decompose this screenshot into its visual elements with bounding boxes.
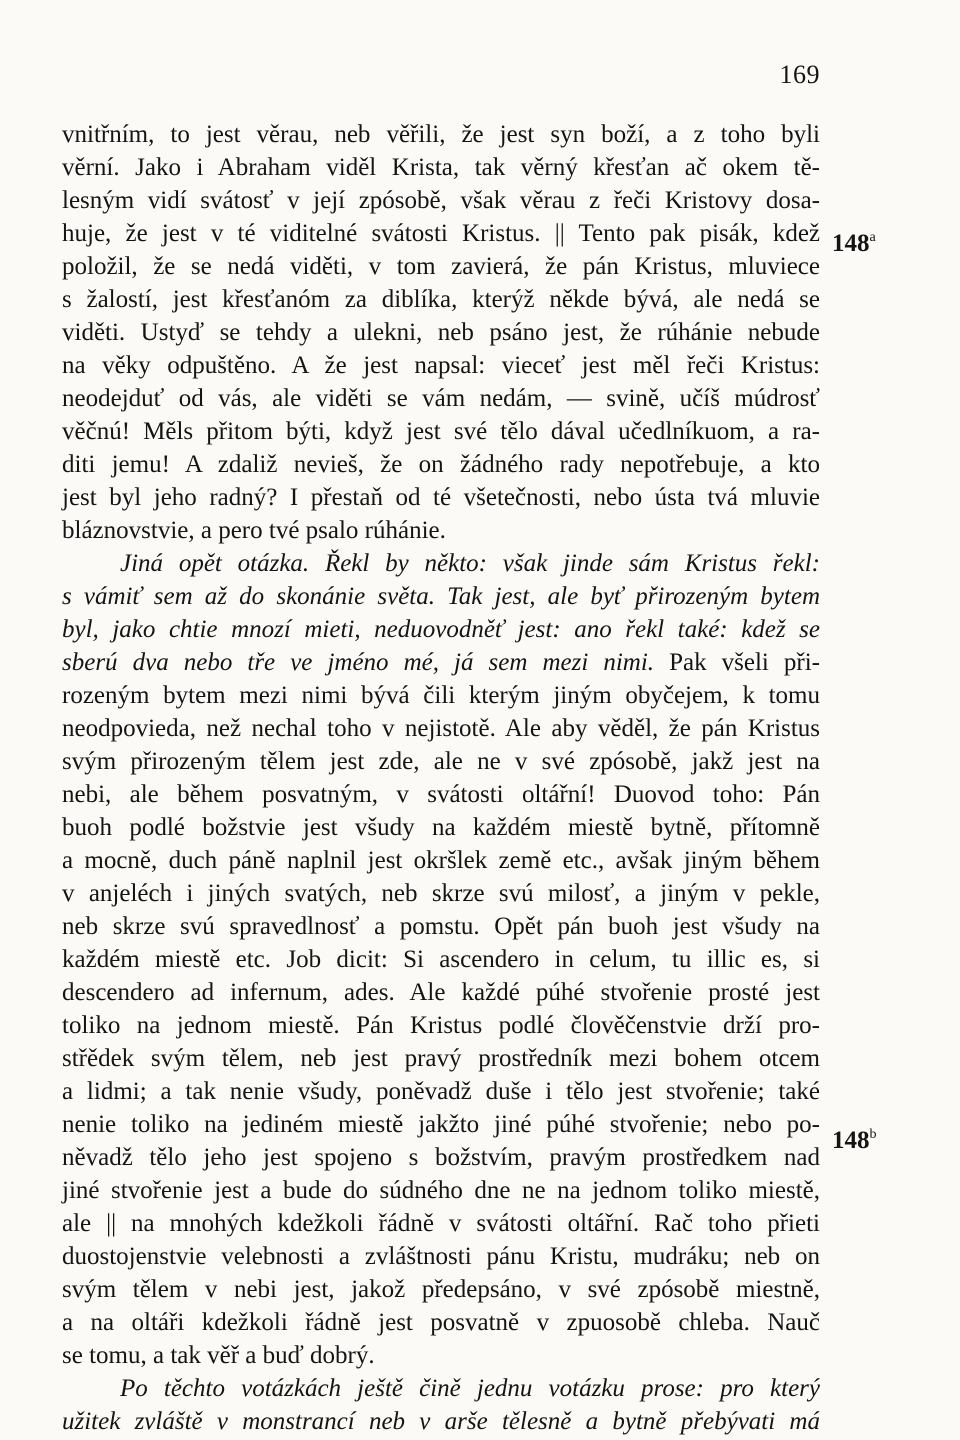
text-line: lesným vidí svátosť v její zpósobě, však věrau z řeči Kristovy dosa- (62, 187, 820, 214)
text-line: neb skrze svú spravedlnosť a pomstu. Opět pán buoh jest všudy na (62, 913, 820, 940)
text-line: s žalostí, jest křesťanóm za diblíka, kterýž někde bývá, ale nedá se (62, 286, 820, 313)
text-line: jiné stvořenie jest a bude do súdného dne ne na jednom toliko miestě, (62, 1177, 820, 1204)
text-line: neodejduť od vás, ale viděti se vám nedám, — svině, učíš múdrosť (62, 385, 820, 412)
margin-note-number: 148 (832, 230, 870, 257)
text-line: descendero ad infernum, ades. Ale každé púhé stvořenie prosté jest (62, 979, 820, 1006)
margin-note-letter: a (869, 230, 876, 245)
text-segment: sberú dva nebo tře ve jméno mé, já sem mezi nimi. (62, 649, 655, 676)
text-line: se tomu, a tak věř a buď dobrý. (62, 1342, 375, 1369)
text-line: nenie toliko na jediném miestě jakžto jiné púhé stvořenie; nebo po- (62, 1111, 820, 1138)
text-line: bláznovstvie, a pero tvé psalo rúhánie. (62, 517, 446, 544)
text-line (62, 217, 820, 250)
text-line: Jiná opět otázka. Řekl by někto: však jinde sám Kristus řekl: (120, 550, 820, 577)
text-line: a mocně, duch páně naplnil jest okršlek země etc., avšak jiným během (62, 847, 820, 874)
text-line: diti jemu! A zdaliž nevieš, že on žádného rady nepotřebuje, a kto (62, 451, 820, 478)
text-line: na věky odpuštěno. A že jest napsal: vieceť jest měl řeči Kristus: (62, 352, 820, 379)
text-line (62, 646, 820, 679)
text-line: svým přirozeným tělem jest zde, ale ne v své zpósobě, jakž jest na (62, 748, 820, 775)
text-line: viděti. Ustyď se tehdy a ulekni, neb psáno jest, že rúhánie nebude (62, 319, 820, 346)
margin-note-number: 148 (832, 1127, 870, 1154)
margin-note-letter: b (869, 1127, 877, 1142)
text-line: užitek zvláště v monstrancí neb v arše tělesně a bytně přebývati má (62, 1408, 820, 1435)
page-number: 169 (779, 60, 820, 89)
text-line: a na oltáři kdežkoli řádně jest posvatně v zpuosobě chleba. Nauč (62, 1309, 820, 1336)
body-text (62, 118, 820, 1438)
text-line: s vámiť sem až do skonánie světa. Tak jest, ale byť přirozeným bytem (62, 583, 820, 610)
text-line: něvadž tělo jeho jest spojeno s božstvím, pravým prostředkem nad (62, 1144, 820, 1171)
text-segment: huje, že jest v té viditelné svátosti Kristus. (62, 220, 541, 247)
text-line: Po těchto votázkách ještě čině jednu votázku prose: pro který (120, 1375, 820, 1402)
text-line: svým tělem v nebi jest, jakož předepsáno, v své zpósobě miestně, (62, 1276, 820, 1303)
text-line: věrní. Jako i Abraham viděl Krista, tak věrný křesťan ač okem tě- (62, 154, 820, 181)
text-line: v anjeléch i jiných svatých, neb skrze svú milosť, a jiným v pekle, (62, 880, 820, 907)
text-line: byl, jako chtie mnozí mieti, neduovodněť jest: ano řekl také: kdež se (62, 616, 820, 643)
margin-note-148b (832, 1127, 877, 1155)
text-line (62, 1207, 820, 1240)
text-line: neodpovieda, než nechal toho v nejistotě. Ale aby věděl, že pán Kristus (62, 715, 820, 742)
margin-note-148a (832, 230, 876, 258)
text-line: střědek svým tělem, neb jest pravý prostředník mezi bohem otcem (62, 1045, 820, 1072)
text-line: věčnú! Měls přitom býti, když jest své tělo dával učedlníkuom, a ra- (62, 418, 820, 445)
text-segment: Pak všeli při- (654, 649, 820, 676)
text-line: duostojenstvie velebnosti a zvláštnosti pánu Kristu, mudráku; neb on (62, 1243, 820, 1270)
text-line: vnitřním, to jest věrau, neb věřili, že jest syn boží, a z toho byli (62, 121, 820, 148)
text-segment: ale (62, 1210, 92, 1237)
text-line: nebi, ale během posvatným, v svátosti oltářní! Duovod toho: Pán (62, 781, 820, 808)
text-segment: || na mnohých kdežkoli řádně v svátosti oltářní. Rač toho přieti (106, 1210, 820, 1237)
text-line: a lidmi; a tak nenie všudy, poněvadž duše i tělo jest stvořenie; také (62, 1078, 820, 1105)
text-line: jest byl jeho radný? I přestaň od té všetečnosti, nebo ústa tvá mluvie (62, 484, 820, 511)
text-line: rozeným bytem mezi nimi bývá čili kterým jiným obyčejem, k tomu (62, 682, 820, 709)
text-line: položil, že se nedá viděti, v tom zavierá, že pán Kristus, mluviece (62, 253, 820, 280)
text-line: každém miestě etc. Job dicit: Si ascendero in celum, tu illic es, si (62, 946, 820, 973)
text-line: toliko na jednom miestě. Pán Kristus podlé člověčenstvie drží pro- (62, 1012, 820, 1039)
text-line: buoh podlé božstvie jest všudy na každém miestě bytně, přítomně (62, 814, 820, 841)
text-segment: || Tento pak pisák, kdež (554, 220, 821, 247)
